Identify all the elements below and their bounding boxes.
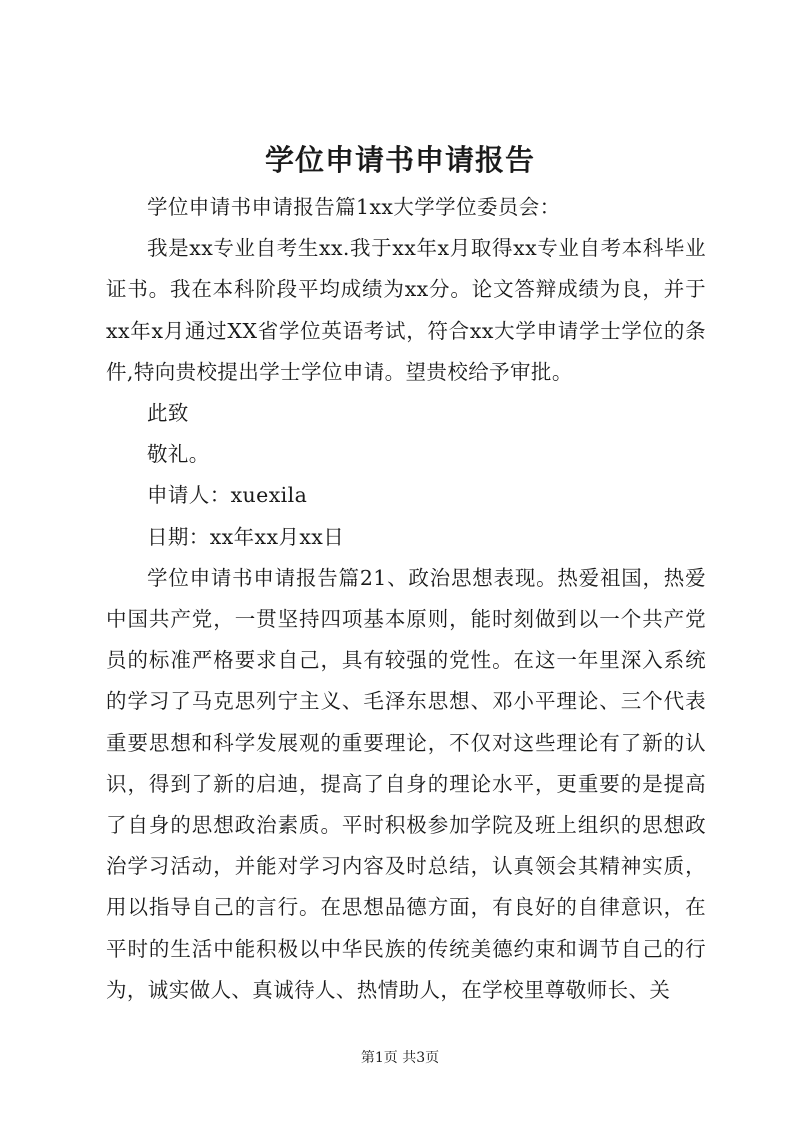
page-footer: 第1页 共3页 [360,1050,440,1066]
paragraph-salutation: 敬礼。 [147,442,210,467]
paragraph-closing: 此致 [147,401,189,426]
paragraph-applicant: 申请人：xuexila [147,483,308,508]
document-body [106,187,706,1011]
document-title: 学位申请书申请报告 [264,143,535,177]
paragraph-intro: 学位申请书申请报告篇1xx大学学位委员会： [147,195,561,219]
paragraph-date: 日期：xx年xx月xx日 [147,524,345,549]
paragraph-application: 我是xx专业自考生xx.我于xx年x月取得xx专业自考本科毕业证书。我在本科阶段平均成绩为xx分。论文答辩成绩为良，并于xx年x月通过XX省学位英语考试，符合xx大学申请学士学位的条件,特向贵校提出学士学位申请。望贵校给予审批。 [106,236,706,384]
paragraph-report-2: 学位申请书申请报告篇21、政治思想表现。热爱祖国，热爱中国共产党，一贯坚持四项基本原则，能时刻做到以一个共产党员的标准严格要求自己，具有较强的党性。在这一年里深入系统的学习了马克思列宁主义、毛泽东思想、邓小平理论、三个代表重要思想和科学发展观的重要理论，不仅对这些理论有了新的认识，得到了新的启迪，提高了自身的理论水平，更重要的是提高了自身的思想政治素质。平时积极参加学院及班上组织的思想政治学习活动，并能对学习内容及时总结，认真领会其精神实质，用以指导自己的言行。在思想品德方面，有良好的自律意识，在平时的生活中能积极以中华民族的传统美德约束和调节自己的行为，诚实做人、真诚待人、热情助人，在学校里尊敬师长、关 [106,565,706,1002]
